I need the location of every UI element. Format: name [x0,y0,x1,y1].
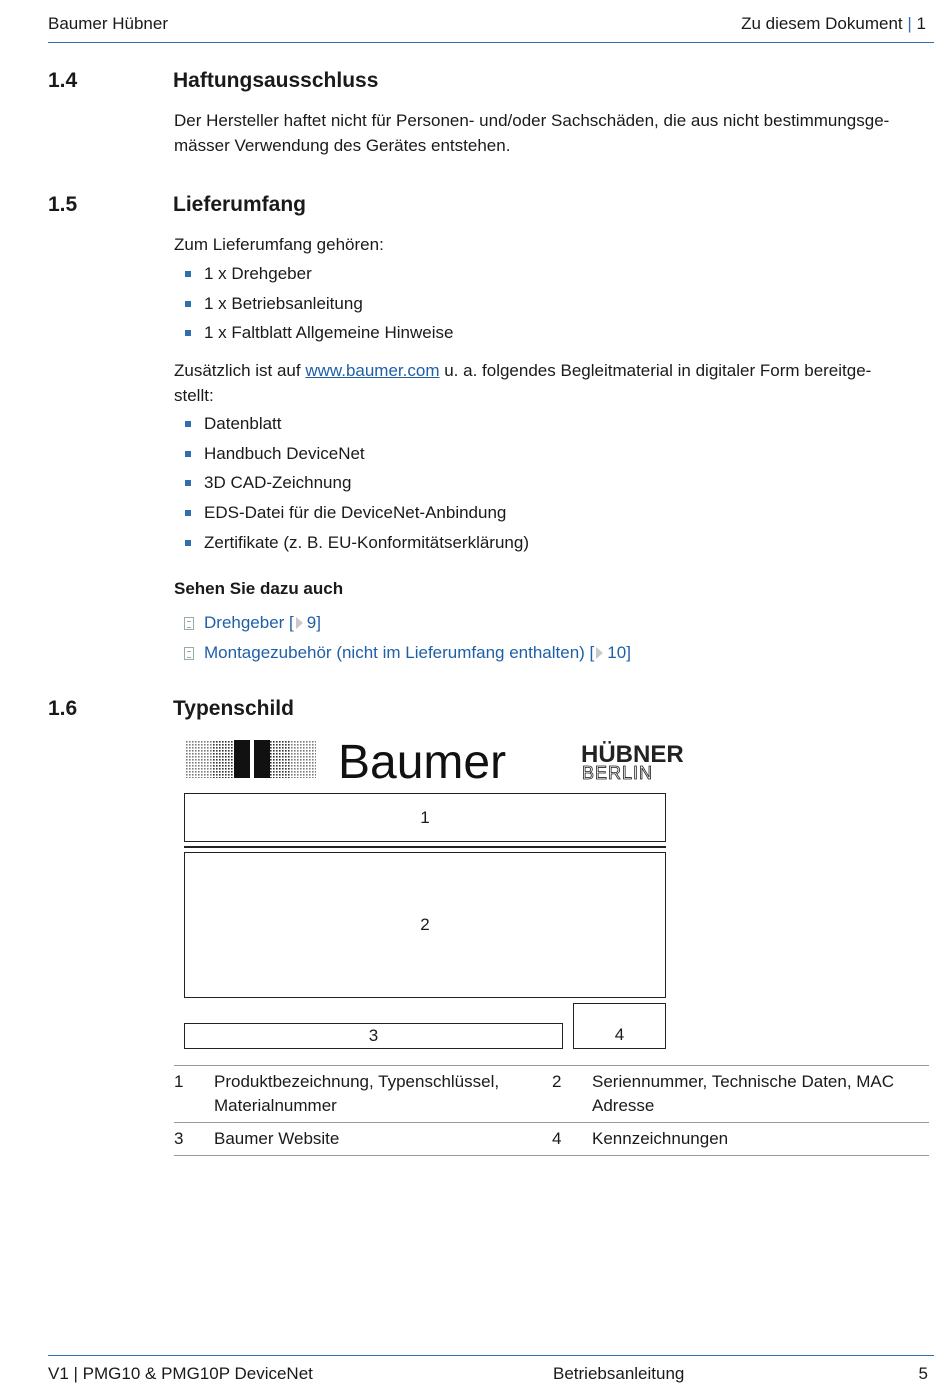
header-company: Baumer Hübner [48,14,169,33]
footer-page-number: 5 [918,1364,928,1383]
text: Zusätzlich ist auf [174,361,306,380]
delivery-intro: Zum Lieferumfang gehören: [174,235,384,254]
section-number: 1.6 [48,697,78,720]
footer-doc-type: Betriebsanleitung [553,1364,685,1383]
section-title: Typenschild [173,697,294,720]
header-chapter-number: 1 [916,14,926,33]
plate-field-3 [184,1023,563,1049]
plate-field-1 [184,793,666,842]
field-label: 3 [368,1026,379,1045]
section-title: Haftungsausschluss [173,69,379,92]
baumer-logo-mark [186,740,316,778]
field-label: 4 [614,1025,625,1044]
table-row [174,1066,929,1123]
list-item: EDS-Datei für die DeviceNet-Anbindung [174,502,529,532]
section-number: 1.5 [48,193,78,216]
huebner-logo-text: HÜBNER [581,741,684,768]
list-item: 3D CAD-Zeichnung [174,472,529,502]
paragraph-line: mässer Verwendung des Gerätes entstehen. [174,136,511,155]
legend-text: Kennzeichnungen [592,1129,729,1148]
type-plate-legend-table [174,1065,929,1156]
legend-text: Seriennummer, Technische Daten, MAC Adresse [592,1072,895,1115]
berlin-logo-text: BERLIN [582,763,654,783]
link-page: 9] [306,613,321,632]
list-item: 1 x Betriebsanleitung [174,293,453,323]
list-item: Handbuch DeviceNet [174,443,529,473]
page-footer [48,1355,934,1386]
list-item: Datenblatt [174,413,529,443]
header-title: Zu diesem Dokument [741,14,903,33]
field-label: 2 [420,915,430,934]
list-item: 1 x Drehgeber [174,263,453,293]
legend-text: Produktbezeichnung, Typenschlüssel, Materialnummer [214,1072,500,1115]
table-row [174,1123,929,1156]
legend-number: 2 [552,1072,562,1091]
list-item: 1 x Faltblatt Allgemeine Hinweise [174,322,453,352]
plate-field-2 [184,852,666,998]
legend-text: Baumer Website [214,1129,340,1148]
header-separator: | [907,14,912,33]
see-also-title: Sehen Sie dazu auch [174,579,344,598]
link-text: Drehgeber [ [204,613,294,632]
paragraph-line: stellt: [174,386,214,405]
link-page: 10] [607,643,631,662]
section-number: 1.4 [48,69,78,92]
plate-field-4 [573,1003,666,1049]
baumer-website-link[interactable]: www.baumer.com [305,361,440,380]
footer-document: V1 | PMG10 & PMG10P DeviceNet [48,1364,313,1383]
field-label: 1 [420,807,430,827]
legend-number: 1 [174,1072,184,1091]
legend-number: 3 [174,1129,184,1148]
text: u. a. folgendes Begleitmaterial in digitaler Form bereitge- [439,361,872,380]
list-item: Zertifikate (z. B. EU-Konformitätserklärung) [174,532,529,562]
legend-number: 4 [552,1129,562,1148]
paragraph-line: Der Hersteller haftet nicht für Personen- und/oder Sachschäden, die aus nicht bestimmungsge- [174,111,890,130]
section-title: Lieferumfang [173,193,307,216]
baumer-logo-text: Baumer [338,736,507,789]
link-text: Montagezubehör (nicht im Lieferumfang enthalten) [ [204,643,595,662]
